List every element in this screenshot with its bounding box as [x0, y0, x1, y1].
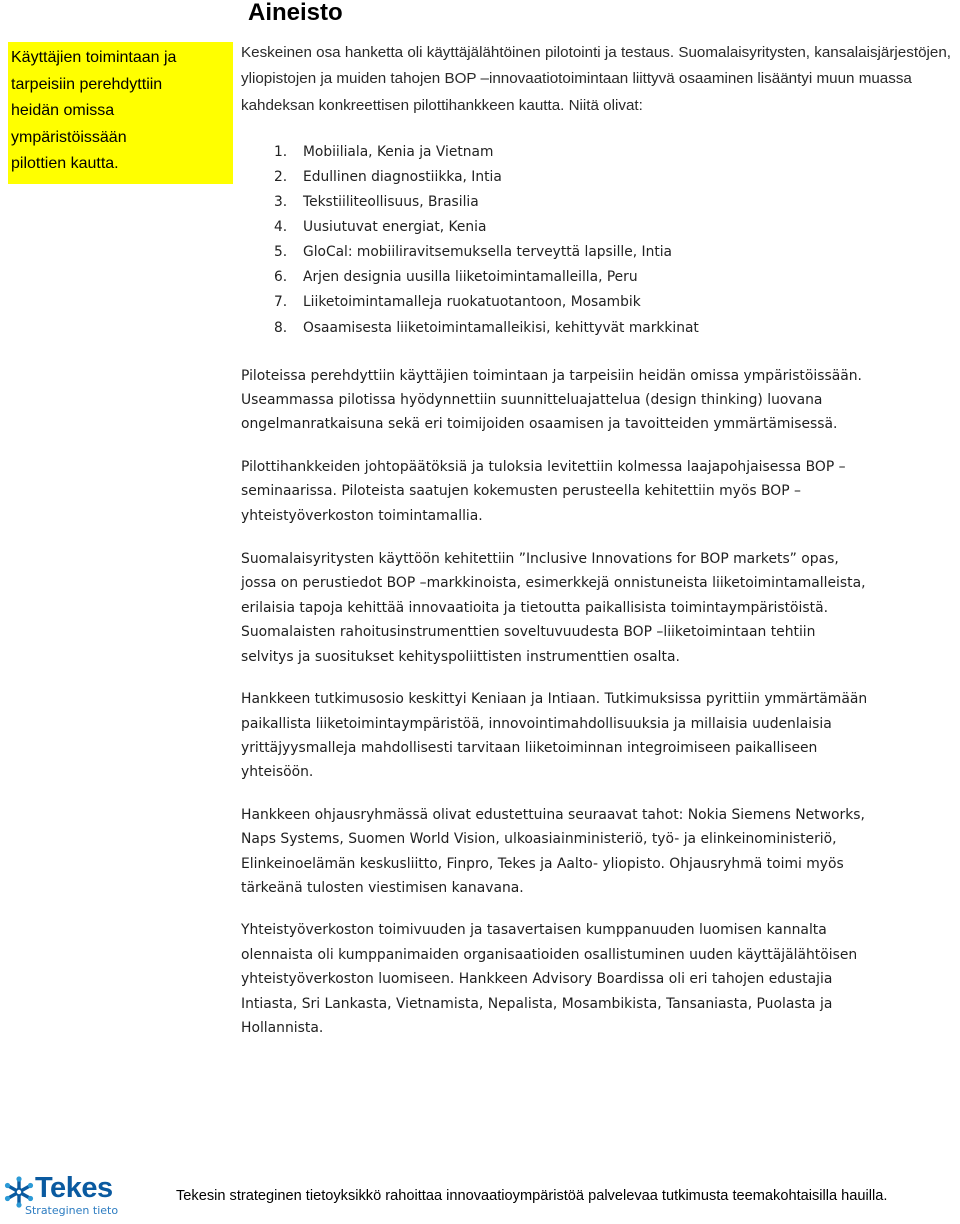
list-item: [274, 240, 953, 265]
list-text: GloCal: mobiiliravitsemuksella terveyttä lapsille, Intia: [303, 244, 673, 261]
list-text: Osaamisesta liiketoimintamalleikisi, kehittyvät markkinat: [303, 319, 699, 336]
page-title: Aineisto: [248, 0, 343, 26]
list-number: 2.: [274, 168, 288, 185]
body-paragraph: [241, 918, 953, 1040]
list-number: 8.: [274, 319, 288, 336]
paragraph-line: ongelmanratkaisuna sekä eri toimijoiden osaamisen ja tavoitteiden ymmärtämisessä.: [241, 416, 838, 433]
list-item: [274, 316, 953, 341]
list-number: 6.: [274, 269, 288, 286]
list-number: 1.: [274, 143, 288, 160]
logo-tagline: Strateginen tieto: [25, 1204, 119, 1217]
pilot-list: [274, 140, 953, 341]
list-number: 5.: [274, 244, 288, 261]
paragraph-line: Elinkeinoelämän keskusliitto, Finpro, Tekes ja Aalto- yliopisto. Ohjausryhmä toimi myös: [241, 855, 844, 872]
logo-wordmark: Tekes: [35, 1172, 113, 1204]
paragraph-line: yhteistyöverkoston luomiseen. Hankkeen Advisory Boardissa oli eri tahojen edustajia: [241, 971, 833, 988]
body-paragraph: [241, 803, 953, 901]
list-text: Arjen designia uusilla liiketoimintamalleilla, Peru: [303, 269, 638, 286]
paragraph-line: paikallista liiketoimintaympäristöä, innovointimahdollisuuksia ja millaisia uudenlaisia: [241, 715, 832, 732]
paragraph-line: olennaista oli kumppanimaiden organisaatioiden osallistuminen uuden käyttäjälähtöisen: [241, 946, 858, 963]
list-text: Tekstiiliteollisuus, Brasilia: [303, 194, 479, 211]
paragraph-line: Hollannista.: [241, 1019, 324, 1036]
sidebar-line: ympäristöissään: [11, 128, 127, 146]
body-paragraph: [241, 687, 953, 785]
paragraph-line: Suomalaisyritysten käyttöön kehitettiin ”Inclusive Innovations for BOP markets” opas,: [241, 551, 839, 568]
paragraph-line: Hankkeen tutkimusosio keskittyi Keniaan ja Intiaan. Tutkimuksissa pyrittiin ymmärtämään: [241, 691, 868, 708]
list-number: 3.: [274, 194, 288, 211]
list-item: [274, 215, 953, 240]
paragraph-line: erilaisia tapoja kehittää innovaatioita ja tietoutta paikallisista toimintaympäristöistä.: [241, 599, 829, 616]
paragraph-line: yhteistyöverkoston toimintamallia.: [241, 507, 483, 524]
list-text: Uusiutuvat energiat, Kenia: [303, 219, 487, 236]
body-paragraph: [241, 455, 953, 528]
paragraph-line: Suomalaisten rahoitusinstrumenttien soveltuvuudesta BOP –liiketoimintaan tehtiin: [241, 624, 816, 641]
list-item: [274, 265, 953, 290]
paragraph-line: yrittäjyysmalleja mahdollisesti tarvitaan liiketoiminnan integroimiseen paikalliseen: [241, 739, 818, 756]
paragraph-line: Useammassa pilotissa hyödynnettiin suunnitteluajattelua (design thinking) luovana: [241, 392, 823, 409]
paragraph-line: Intiasta, Sri Lankasta, Vietnamista, Nepalista, Mosambikista, Tansaniasta, Puolasta ja: [241, 995, 833, 1012]
paragraph-line: Pilottihankkeiden johtopäätöksiä ja tuloksia levitettiin kolmessa laajapohjaisessa BOP –: [241, 458, 846, 475]
list-text: Liiketoimintamalleja ruokatuotantoon, Mosambik: [303, 294, 641, 311]
list-item: [274, 290, 953, 315]
sidebar-line: pilottien kautta.: [11, 155, 119, 172]
body-paragraph: [241, 364, 953, 437]
paragraph-line: seminaarissa. Piloteista saatujen kokemusten perusteella kehitettiin myös BOP –: [241, 483, 801, 500]
list-number: 4.: [274, 219, 288, 236]
sidebar-line: tarpeisiin perehdyttiin: [11, 75, 163, 93]
paragraph-line: Naps Systems, Suomen World Vision, ulkoasiainministeriö, työ- ja elinkeinoministeriö,: [241, 831, 837, 848]
paragraph-line: jossa on perustiedot BOP –markkinoista, esimerkkejä onnistuneista liiketoimintamalleista,: [241, 575, 866, 592]
list-item: [274, 190, 953, 215]
sidebar-line: Käyttäjien toimintaan ja: [11, 49, 177, 66]
paragraph-line: Hankkeen ohjausryhmässä olivat edustettuina seuraavat tahot: Nokia Siemens Networks,: [241, 806, 865, 823]
body-paragraph: [241, 547, 953, 669]
footer-text: Tekesin strateginen tietoyksikkö rahoittaa innovaatioympäristöä palvelevaa tutkimusta teemakohtaisilla hauilla.: [176, 1188, 888, 1204]
sidebar-highlight-box: [8, 42, 233, 184]
paragraph-line: Piloteissa perehdyttiin käyttäjien toimintaan ja tarpeisiin heidän omissa ympäristöissään.: [241, 367, 862, 384]
paragraph-line: Yhteistyöverkoston toimivuuden ja tasavertaisen kumppanuuden luomisen kannalta: [241, 922, 827, 939]
paragraph-line: selvitys ja suositukset kehityspoliittisten instrumenttien osalta.: [241, 648, 680, 665]
list-text: Mobiiliala, Kenia ja Vietnam: [303, 143, 494, 160]
paragraph-line: yhteisöön.: [241, 764, 314, 781]
paragraph-line: tärkeänä tulosten viestimisen kanavana.: [241, 879, 524, 896]
main-content: [241, 40, 953, 1040]
intro-paragraph: Keskeinen osa hanketta oli käyttäjälähtöinen pilotointi ja testaus. Suomalaisyritysten, kansalaisjärjestöjen, yliopistojen ja muiden tahojen BOP –innovaatiotoimintaan liittyvä osaaminen lisääntyi muun muassa kahdeksan konkreettisen pilottihankkeen kautta. Niitä olivat:: [241, 44, 952, 114]
list-number: 7.: [274, 294, 288, 311]
sidebar-line: heidän omissa: [11, 102, 115, 119]
tekes-logo: [4, 1173, 134, 1221]
list-item: [274, 165, 953, 190]
list-text: Edullinen diagnostiikka, Intia: [303, 168, 502, 185]
list-item: [274, 140, 953, 165]
